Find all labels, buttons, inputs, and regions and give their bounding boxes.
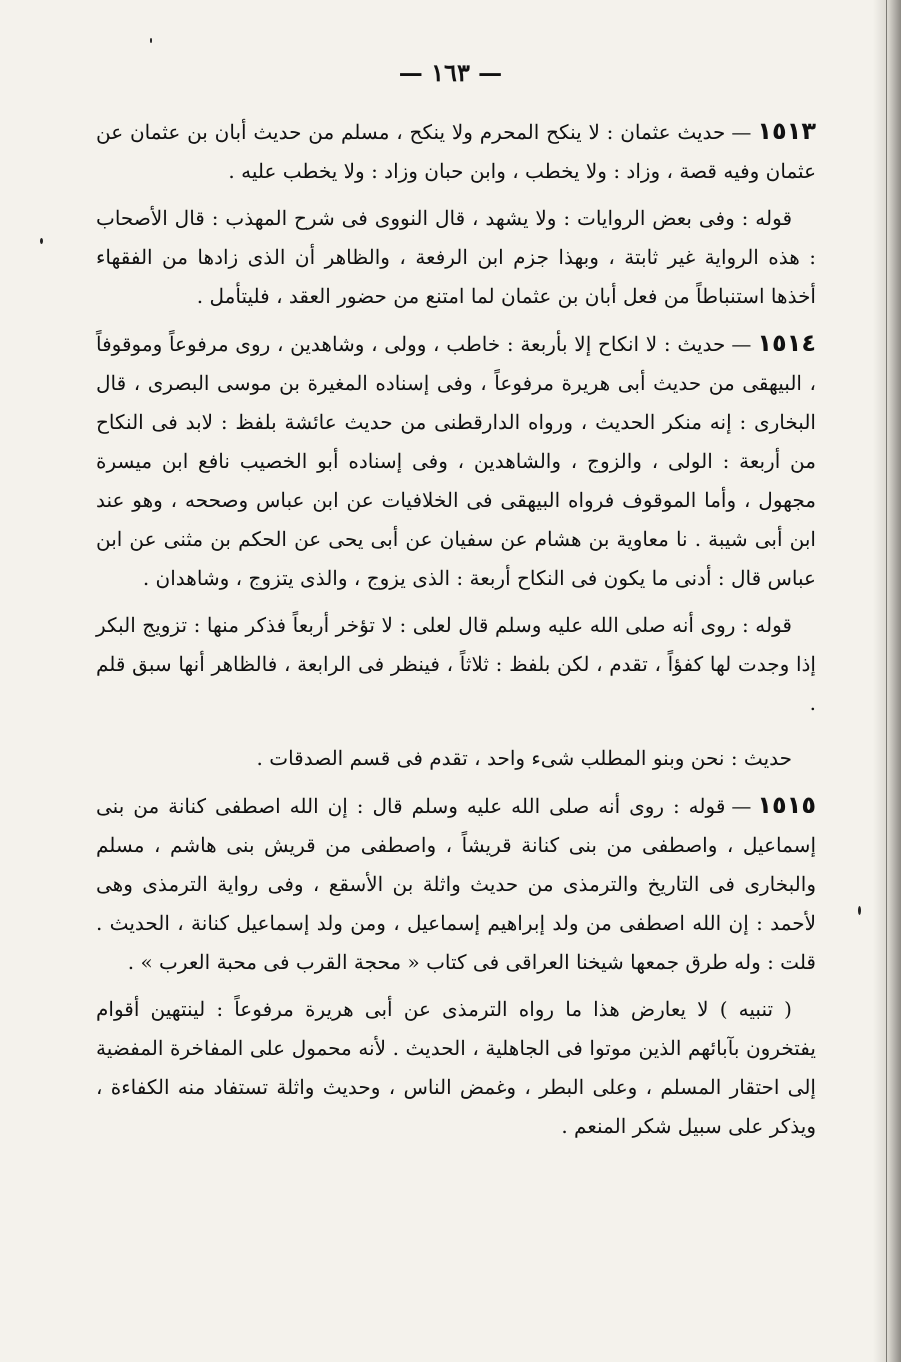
paragraph-text: قوله : روى أنه صلى الله عليه وسلم قال لعلى : لا تؤخر أربعاً فذكر منها : تزويج البكر إذا وجدت لها كفؤاً ، تقدم ، لكن بلفظ : ثلاثاً ، فينظر فى الرابعة ، فالظاهر أنها سبق قلم . <box>96 613 816 715</box>
commentary-paragraph <box>96 199 816 316</box>
paragraph-text: حديث : لا انكاح إلا بأربعة : خاطب ، وولى ، وشاهدين ، روى مرفوعاً وموقوفاً ، البيهقى من حديث أبى هريرة مرفوعاً ، وفى إسناده المغيرة بن موسى البصرى ، قال البخارى : إنه منكر الحديث ، ورواه الدارقطنى من حديث عائشة بلفظ : لابد فى النكاح من أربعة : الولى ، والزوج ، والشاهدين ، وفى إسناده أبو الخصيب نافع ابن ميسرة مجهول ، وأما الموقوف فرواه البيهقى فى الخلافيات عن ابن عباس وصححه ، وهو عند ابن أبى شيبة . نا معاوية بن هشام عن سفيان عن أبى يحى عن الحكم بن مثنى عن ابن عباس قال : أدنى ما يكون فى النكاح أربعة : الذى يزوج ، والذى يتزوج ، وشاهدان . <box>96 332 816 590</box>
binding-gutter <box>873 0 901 1362</box>
page-number: — ١٦٣ — <box>398 58 503 87</box>
paragraph-text: حديث : نحن وبنو المطلب شىء واحد ، تقدم فى قسم الصدقات . <box>256 746 792 770</box>
commentary-paragraph <box>96 739 816 778</box>
hadith-number: ١٥١٣ <box>757 117 816 145</box>
body-text <box>96 112 816 1154</box>
binding-line <box>886 0 887 1362</box>
paragraph-text: قوله : وفى بعض الروايات : ولا يشهد ، قال النووى فى شرح المهذب : قال الأصحاب : هذه الرواية غير ثابتة ، وبهذا جزم ابن الرفعة ، والظاهر أن الذى زادها من الفقهاء أخذها استنباطاً من فعل أبان بن عثمان لما امتنع من حضور العقد ، فليتأمل . <box>96 206 816 308</box>
hadith-number: ١٥١٤ <box>757 329 816 357</box>
ink-speck <box>150 38 152 43</box>
commentary-paragraph <box>96 606 816 723</box>
ink-speck <box>858 906 861 915</box>
paragraph-text: قوله : روى أنه صلى الله عليه وسلم قال : إن الله اصطفى كنانة من بنى إسماعيل ، واصطفى من بنى كنانة قريشاً ، واصطفى من قريش بنى هاشم ، مسلم والبخارى فى التاريخ والترمذى من حديث واثلة بن الأسقع ، وفى رواية الترمذى وهى لأحمد : إن الله اصطفى من ولد إبراهيم إسماعيل ، ومن ولد إسماعيل كنانة ، الحديث . قلت : وله طرق جمعها شيخنا العراقى فى كتاب « محجة القرب فى محبة العرب » . <box>96 794 817 974</box>
hadith-paragraph: ١٥١٥—قوله : روى أنه صلى الله عليه وسلم قال : إن الله اصطفى كنانة من بنى إسماعيل ، واصطفى من بنى كنانة قريشاً ، واصطفى من قريش بنى هاشم ، مسلم والبخارى فى التاريخ والترمذى من حديث واثلة بن الأسقع ، وفى رواية الترمذى وهى لأحمد : إن الله اصطفى من ولد إبراهيم إسماعيل ، ومن ولد إسماعيل كنانة ، الحديث . قلت : وله طرق جمعها شيخنا العراقى فى كتاب « محجة القرب فى محبة العرب » . <box>96 791 817 974</box>
paragraph-text: حديث عثمان : لا ينكح المحرم ولا ينكح ، مسلم من حديث أبان بن عثمان عن عثمان وفيه قصة ، وزاد : ولا يخطب ، وابن حبان وزاد : ولا يخطب عليه . <box>96 120 816 183</box>
commentary-paragraph <box>96 990 816 1146</box>
paragraph-text: ( تنبيه ) لا يعارض هذا ما رواه الترمذى عن أبى هريرة مرفوعاً : لينتهين أقوام يفتخرون بآبائهم الذين موتوا فى الجاهلية ، الحديث . لأنه محمول على المفاخرة المفضية إلى احتقار المسلم ، وعلى البطر ، وغمض الناس ، وحديث واثلة تستفاد منه الكفاءة ، ويذكر على سبيل شكر المنعم . <box>96 997 816 1138</box>
hadith-paragraph: ١٥١٤—حديث : لا انكاح إلا بأربعة : خاطب ، وولى ، وشاهدين ، روى مرفوعاً وموقوفاً ، البيهقى من حديث أبى هريرة مرفوعاً ، وفى إسناده المغيرة بن موسى البصرى ، قال البخارى : إنه منكر الحديث ، ورواه الدارقطنى من حديث عائشة بلفظ : لابد فى النكاح من أربعة : الولى ، والزوج ، والشاهدين ، وفى إسناده أبو الخصيب نافع ابن ميسرة مجهول ، وأما الموقوف فرواه البيهقى فى الخلافيات عن ابن عباس وصححه ، وهو عند ابن أبى شيبة . نا معاوية بن هشام عن سفيان عن أبى يحى عن الحكم بن مثنى عن ابن عباس قال : أدنى ما يكون فى النكاح أربعة : الذى يزوج ، والذى يتزوج ، وشاهدان . <box>96 329 816 590</box>
hadith-paragraph: ١٥١٣—حديث عثمان : لا ينكح المحرم ولا ينكح ، مسلم من حديث أبان بن عثمان عن عثمان وفيه قصة ، وزاد : ولا يخطب ، وابن حبان وزاد : ولا يخطب عليه . <box>96 117 816 183</box>
hadith-number: ١٥١٥ <box>757 791 816 819</box>
ink-speck <box>40 238 43 244</box>
